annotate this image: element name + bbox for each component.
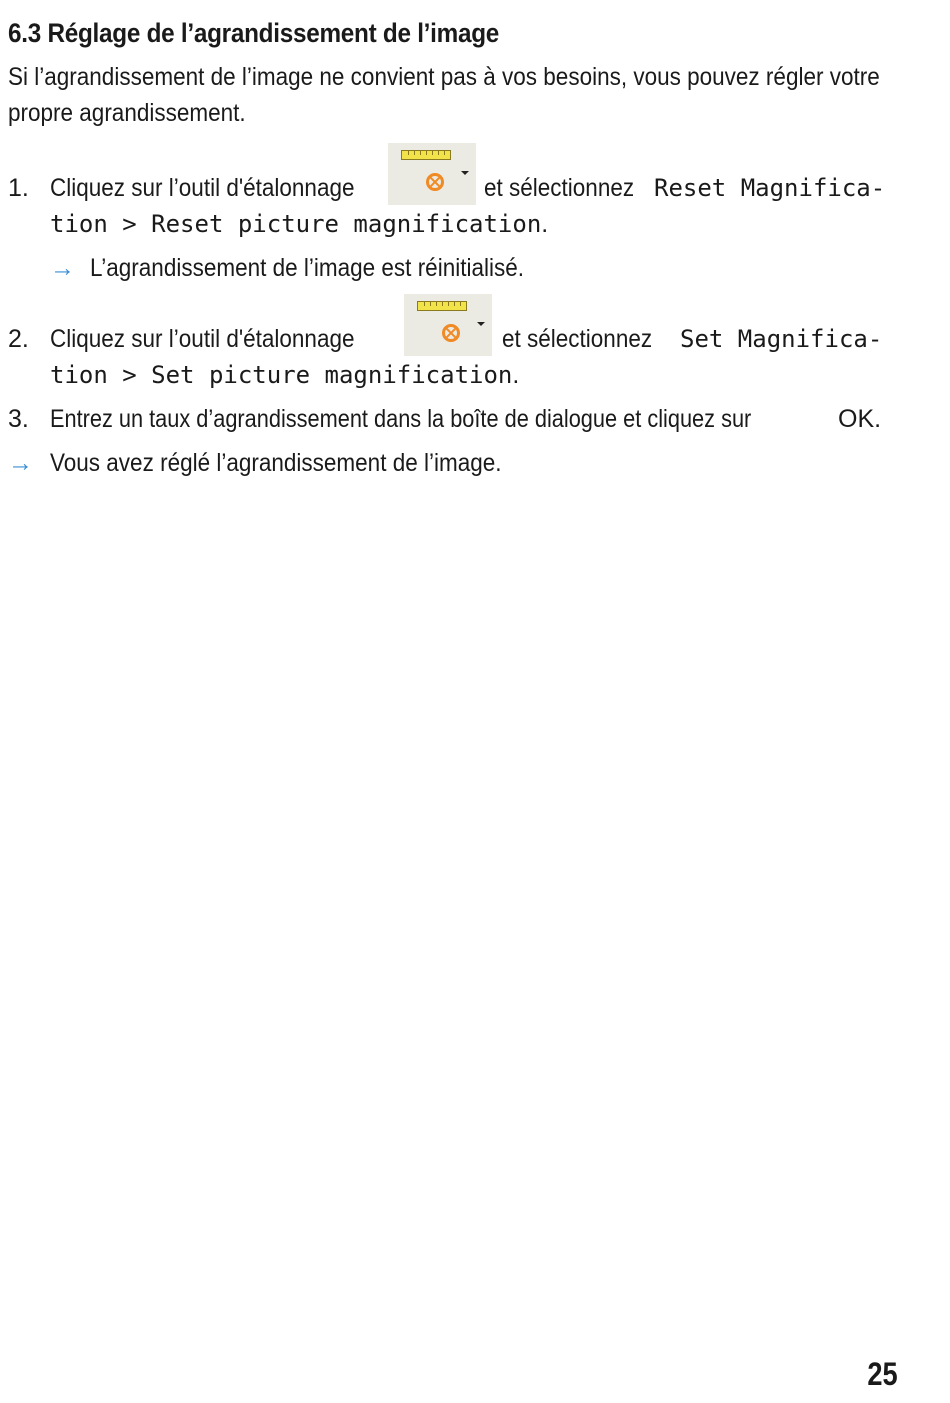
conclusion [8,445,502,481]
step-1-result-text: L’agrandissement de l’image est réinitialisé. [90,254,524,282]
step-2-select-text: et sélectionnez [502,325,653,353]
calibration-icon [442,324,460,342]
step-1-period: . [541,210,549,238]
calibration-tool-button[interactable] [404,294,492,356]
step-2-menu-path-1: Set Magnifica- [680,325,883,353]
step-1-menu-path-1: Reset Magnifica- [654,174,886,202]
step-2-text: Cliquez sur l’outil d'étalonnage [50,325,355,353]
step-3-text: Entrez un taux d’agrandissement dans la boîte de dialogue et cliquez sur [50,405,752,433]
conclusion-arrow-icon: → [8,449,33,477]
step-1-continued [484,170,651,206]
step-1-select-text: et sélectionnez [484,174,635,202]
step-2-number: 2. [8,325,29,353]
result-arrow-icon: → [50,254,75,282]
step-1-code-line2 [50,206,548,242]
ruler-icon [401,150,451,160]
step-1-result [50,250,524,286]
ruler-icon [417,301,467,311]
step-3-number: 3. [8,405,29,433]
step-2-code-line2 [50,357,519,393]
step-2-period: . [512,361,520,389]
step-1-text: Cliquez sur l’outil d'étalonnage [50,174,355,202]
calibration-icon [426,173,444,191]
intro-paragraph: Si l’agrandissement de l’image ne convient pas à vos besoins, vous pouvez régler votre propre agrandissement. [8,63,880,127]
step-3-end [838,401,881,437]
conclusion-text: Vous avez réglé l’agrandissement de l’image. [50,449,502,477]
step-1-menu-path-2: tion > Reset picture magnification [50,210,542,238]
ok-label: OK [838,405,875,433]
step-1-code-line1 [654,170,885,206]
section-title: 6.3 Réglage de l’agrandissement de l’image [8,18,500,48]
step-2-code-line1 [680,321,882,357]
step-2-continued [502,321,669,357]
calibration-tool-button[interactable] [388,143,476,205]
dropdown-caret-icon [477,322,485,326]
step-2-menu-path-2: tion > Set picture magnification [50,361,513,389]
step-3-period: . [874,405,882,433]
document-page [8,18,908,131]
dropdown-caret-icon [461,171,469,175]
step-1-number: 1. [8,174,29,202]
page-number: 25 [867,1356,898,1392]
